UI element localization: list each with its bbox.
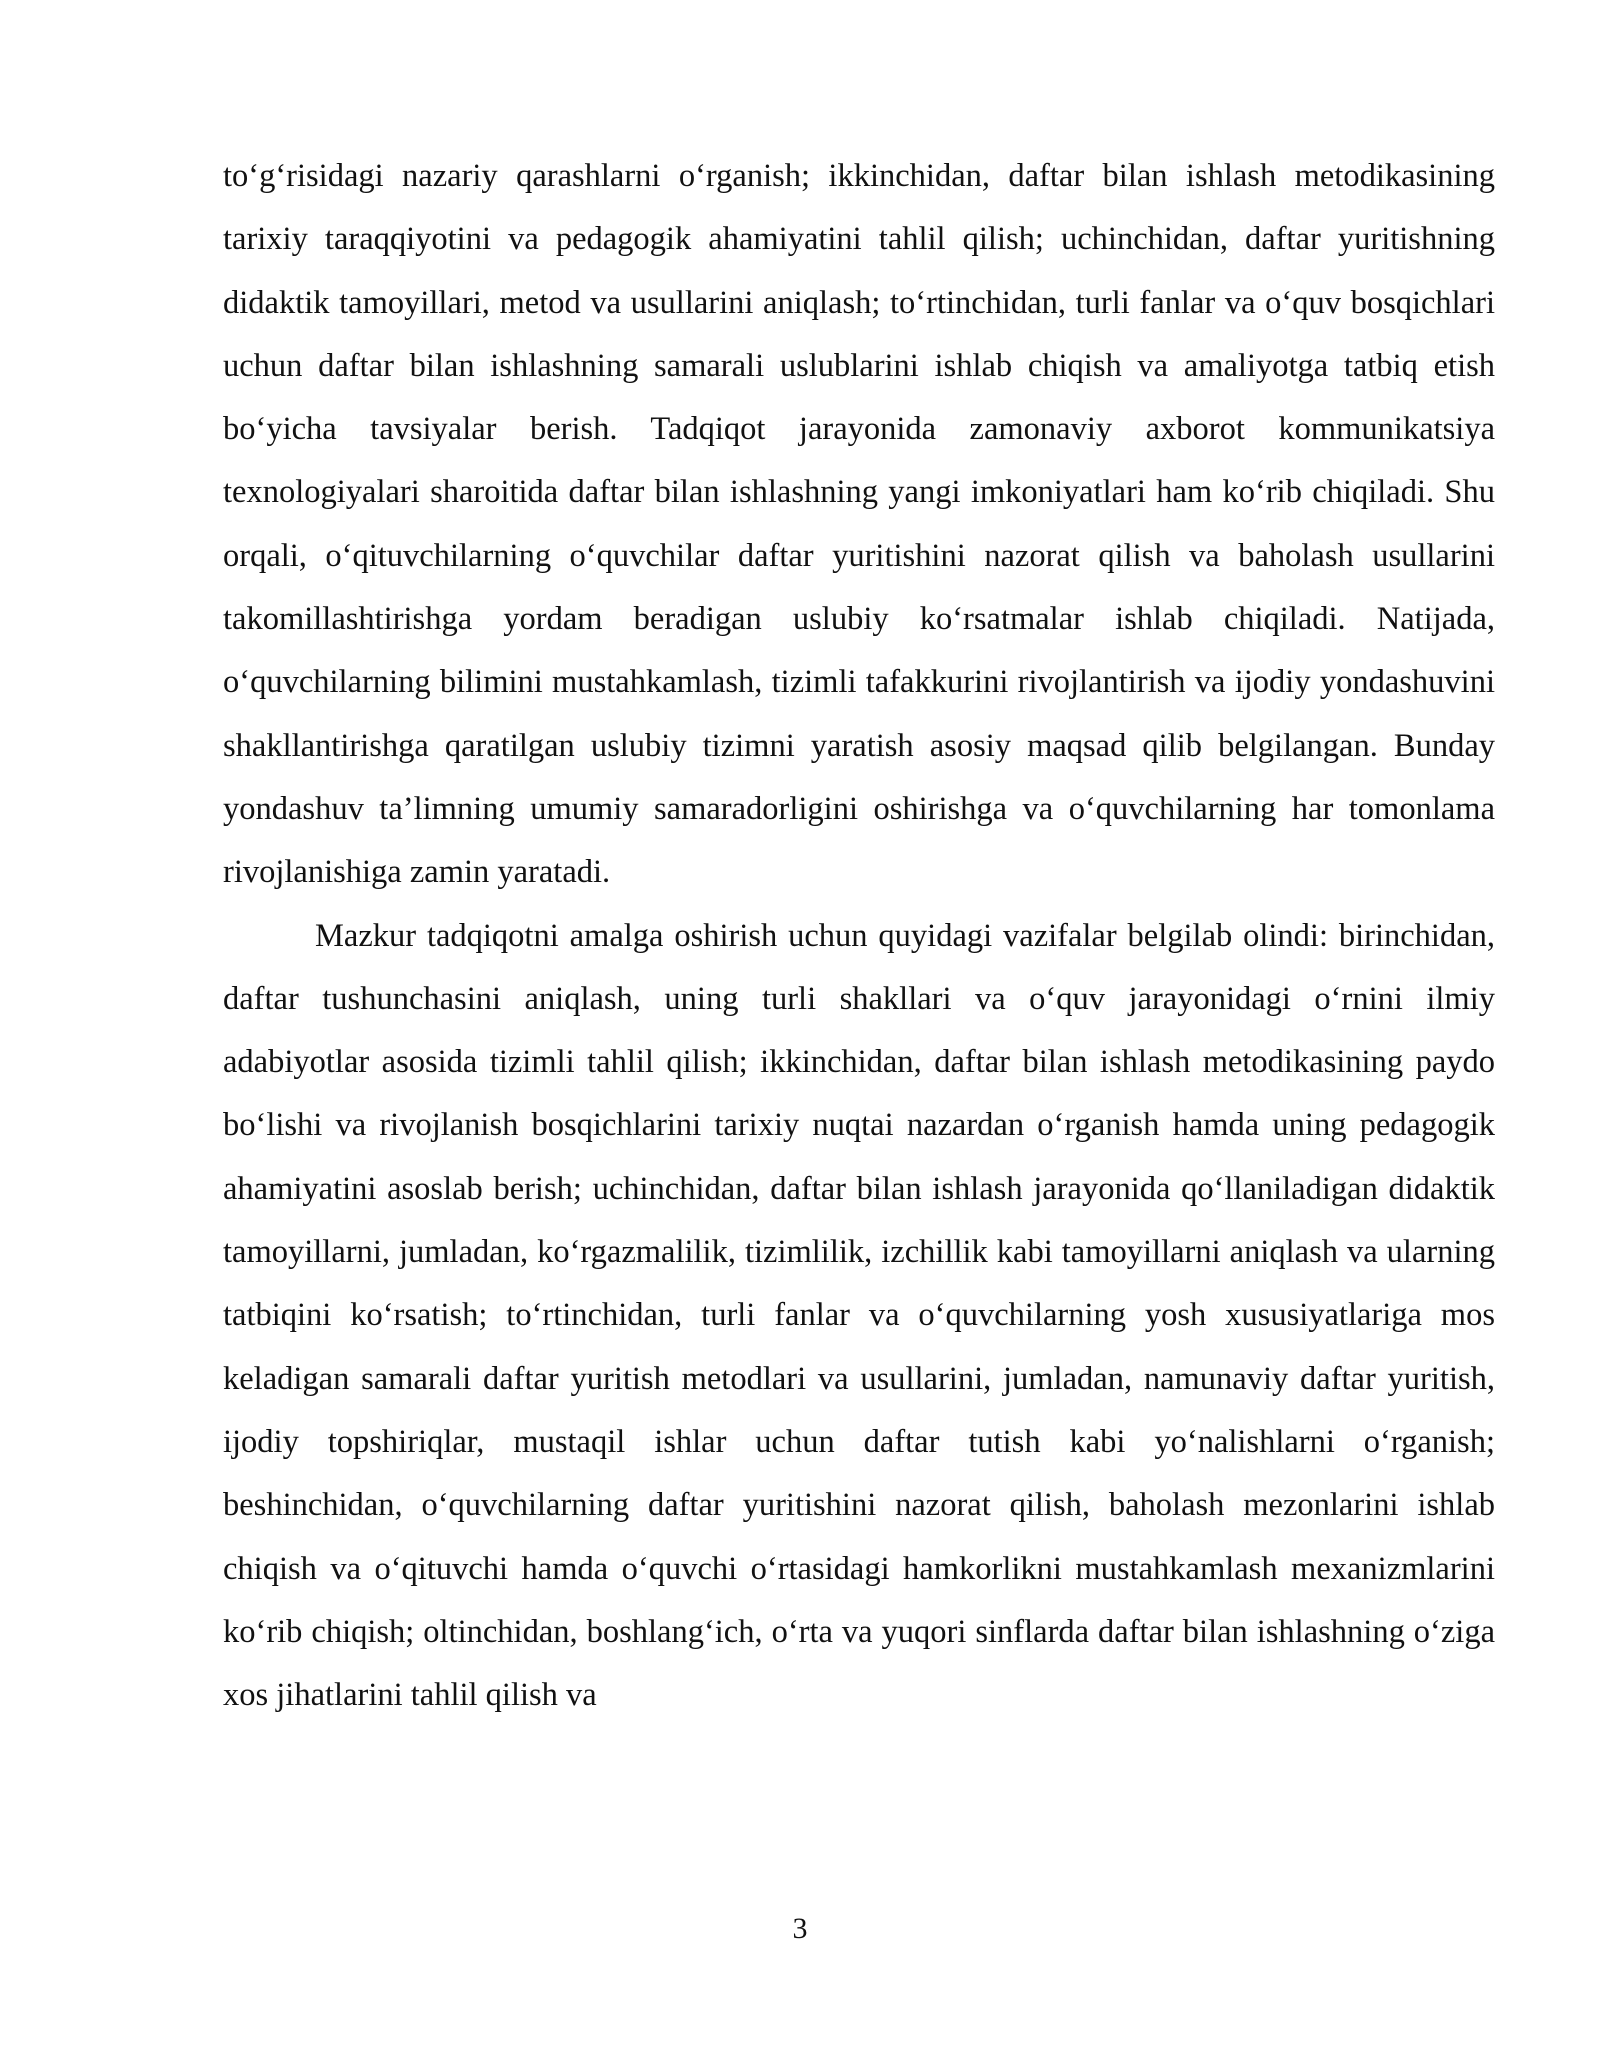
paragraph-continuation: to‘g‘risidagi nazariy qarashlarni o‘rganish; ikkinchidan, daftar bilan ishlash metodikasining tarixiy taraqqiyotini va pedagogik ahamiyatini tahlil qilish; uchinchidan, daftar yuritishning didaktik tamoyillari, metod va usullarini aniqlash; to‘rtinchidan, turli fanlar va o‘quv bosqichlari uchun daftar bilan ishlashning samarali uslublarini ishlab chiqish va amaliyotga tatbiq etish bo‘yicha tavsiyalar berish. Tadqiqot jarayonida zamonaviy axborot kommunikatsiya texnologiyalari sharoitida daftar bilan ishlashning yangi imkoniyatlari ham ko‘rib chiqiladi. Shu orqali, o‘qituvchilarning o‘quvchilar daftar yuritishini nazorat qilish va baholash usullarini takomillashtirishga yordam beradigan uslubiy ko‘rsatmalar ishlab chiqiladi. Natijada, o‘quvchilarning bilimini mustahkamlash, tizimli tafakkurini rivojlantirish va ijodiy yondashuvini shakllantirishga qaratilgan uslubiy tizimni yaratish asosiy maqsad qilib belgilangan. Bunday yondashuv ta’limning umumiy samaradorligini oshirishga va o‘quvchilarning har tomonlama rivojlanishiga zamin yaratadi.: [223, 158, 1495, 891]
paragraph-tasks: Mazkur tadqiqotni amalga oshirish uchun quyidagi vazifalar belgilab olindi: birinchidan, daftar tushunchasini aniqlash, uning turli shakllari va o‘quv jarayonidagi o‘rnini ilmiy adabiyotlar asosida tizimli tahlil qilish; ikkinchidan, daftar bilan ishlash metodikasining paydo bo‘lishi va rivojlanish bosqichlarini tarixiy nuqtai nazardan o‘rganish hamda uning pedagogik ahamiyatini asoslab berish; uchinchidan, daftar bilan ishlash jarayonida qo‘llaniladigan didaktik tamoyillarni, jumladan, ko‘rgazmalilik, tizimlilik, izchillik kabi tamoyillarni aniqlash va ularning tatbiqini ko‘rsatish; to‘rtinchidan, turli fanlar va o‘quvchilarning yosh xususiyatlariga mos keladigan samarali daftar yuritish metodlari va usullarini, jumladan, namunaviy daftar yuritish, ijodiy topshiriqlar, mustaqil ishlar uchun daftar tutish kabi yo‘nalishlarni o‘rganish; beshinchidan, o‘quvchilarning daftar yuritishini nazorat qilish, baholash mezonlarini ishlab chiqish va o‘qituvchi hamda o‘quvchi o‘rtasidagi hamkorlikni mustahkamlash mexanizmlarini ko‘rib chiqish; oltinchidan, boshlang‘ich, o‘rta va yuqori sinflarda daftar bilan ishlashning o‘ziga xos jihatlarini tahlil qilish va: [223, 917, 1495, 1714]
body-text: [223, 145, 1495, 1727]
page-number: 3: [792, 1912, 808, 1945]
